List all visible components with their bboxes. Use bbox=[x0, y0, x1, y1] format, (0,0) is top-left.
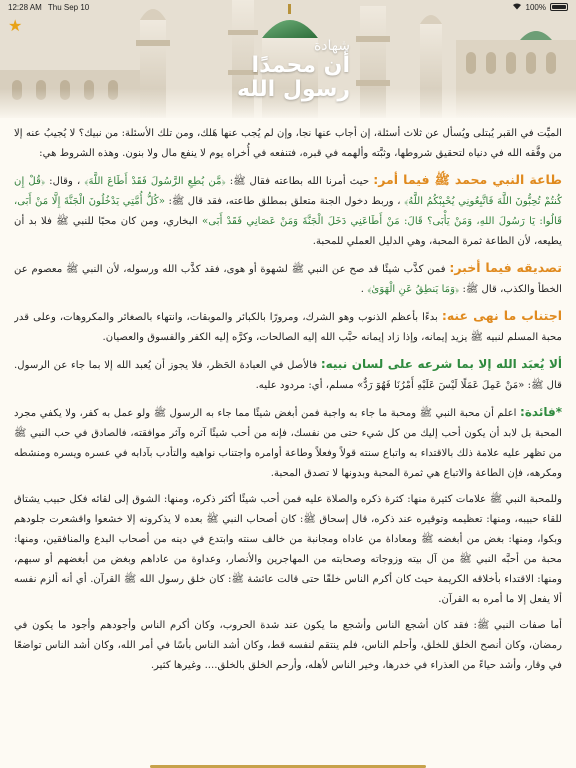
section-text: البخاري، ومن كان محبًا للنبي ﷺ فلا بد أن يطيعه، لأن الطاعة ثمرة المحبة، وهي الدليل العملي للمحبة. bbox=[14, 216, 562, 247]
section-heading: ألا يُعبَد الله إلا بما شرعه على لسان نبيه: bbox=[320, 357, 562, 371]
section-text: ، وقال: bbox=[45, 176, 81, 187]
hadith-quote: «كُلُّ أُمَّتِي يَدْخُلُونَ الْجَنَّةَ إِلَّا مَنْ أَبَى، قَالُوا: يَا رَسُولَ اللهِ، وَمَنْ يَأْبَى؟ قَالَ: مَنْ أَطَاعَنِي دَخَلَ الْجَنَّةَ وَمَنْ عَصَانِي فَقَدْ أَبَى» bbox=[14, 196, 562, 227]
status-left bbox=[8, 3, 93, 12]
article-section-4 bbox=[14, 354, 562, 396]
article-paragraph-6: وللمحبة النبي ﷺ علامات كثيرة منها: كثرة ذكره والصلاة عليه فمن أحب شيئًا أكثر ذكره، ومنها: الشوق إلى لقائه فكل حبيب يشتاق للقاء حبيبه، ومنها: تعظيمه وتوقيره عند ذكره، قال إسحاق ﷺ: كان أصحاب النبي ﷺ بعده لا يذكرونه إلا خشعوا واقشعرت جلودهم وبكوا، ومنها: بغض من أبغضه ﷺ ومعاداة من عاداه ومجانبة من خالف سنته وابتدع في دينه من أصحاب البدع والمنافقين، ومنها: محبة من أحبَّه النبي ﷺ من آل بيته وزوجاته وصحابته من المهاجرين والأنصار، وعداوة من عاداهم وبغض من أبغضهم أو سبهم، ومنها: الاقتداء بأخلاقه الكريمة حيث كان أكرم الناس خلقًا حتى قالت عائشة ﷺ: كان خلق رسول الله ﷺ القرآن. أي أنه ألزم نفسه ألا يفعل إلا ما أمره به القرآن. bbox=[14, 494, 562, 605]
section-text: ، وربط دخول الجنة متعلق بمطلق طاعته، فقد قال ﷺ: bbox=[164, 196, 401, 207]
header-title-line2: أن محمدًا bbox=[251, 53, 350, 78]
status-date: Thu Sep 10 bbox=[47, 2, 90, 12]
article-intro: الميِّت في القبر يُبتلى ويُسأل عن ثلاث أسئلة، إن أجاب عنها نجا، وإن لم يُجب عنها هَلك، ومن تلك الأسئلة: من نبيك؟ لا يُجيبُ عنه إلا من وفَّقه الله في دنياه لتحقيق شروطها، وثبَّته وألهمه في قبره، فتنفعه في أُخراه يوم لا ينفع مال ولا بنون. وهذه الشروط هي: bbox=[14, 128, 562, 159]
section-text: فمن كذَّب شيئًا قد صح عن النبي ﷺ لشهوة أو هوى، فقد كذَّب الله ورسوله، لأن النبي ﷺ معصوم عن الخطأ والكذب، قال ﷺ: bbox=[14, 264, 562, 295]
header-banner bbox=[0, 0, 576, 118]
article-section-3 bbox=[14, 306, 562, 348]
section-heading: تصديقه فيما أخبر: bbox=[449, 260, 562, 275]
article-body bbox=[14, 124, 562, 764]
article-section-5 bbox=[14, 402, 562, 484]
article-paragraph-7: أما صفات النبي ﷺ: فقد كان أشجع الناس وأشجع ما يكون عند شدة الحروب، وكان أكرم الناس وأجودهم وأجود ما يكون في رمضان، وكان أنصح الخلق للخلق، وأحلم الناس، فلم ينتقم لنفسه قط، وكان أشد الناس بأسًا في أمر الله، وكان أشد الناس تواضعًا في وقار، وأشد حياءً من العذراء في خدرها، وخير الناس لأهله، وأرحم الخلق بالخلق.... وغيرها كثير. bbox=[14, 620, 562, 671]
section-text: فالأصل في العبادة الحَظر، فلا يجوز أن يُعبد الله إلا بما جاء عن الرسول. قال ﷺ: «مَنْ عَمِلَ عَمَلًا لَيْسَ عَلَيْهِ أَمْرُنَا فَهُوَ رَدٌّ» مسلم، أي: مردود عليه. bbox=[14, 360, 562, 391]
section-heading: اجتناب ما نهى عنه: bbox=[441, 308, 562, 323]
section-heading: طاعة النبي محمد ﷺ فيما أمر: bbox=[373, 172, 562, 187]
wifi-icon bbox=[512, 2, 522, 12]
status-time: 12:28 AM bbox=[8, 2, 42, 12]
article-section-2 bbox=[14, 258, 562, 300]
star-icon[interactable]: ★ bbox=[8, 16, 23, 35]
section-text: بدءًا بأعظم الذنوب وهو الشرك، ومرورًا بالكبائر والموبقات، وانتهاء بالصغائر والمكروهات، وعلى قدر محبة المسلم لنبيه ﷺ يزيد إيمانه، وإذا زاد إيمانه حبَّب الله إليه الصالحات، وكرَّه إليه الكفر والفسوق والعصيان. bbox=[14, 312, 562, 343]
quran-quote: ﴿مَّن يُطِعِ الرَّسُولَ فَقَدْ أَطَاعَ اللَّهَ﴾ bbox=[84, 176, 226, 187]
quran-quote: ﴿قُلْ إِن كُنتُمْ تُحِبُّونَ اللَّهَ فَاتَّبِعُونِي يُحْبِبْكُمُ اللَّهُ﴾ bbox=[14, 176, 562, 207]
status-right bbox=[512, 2, 568, 12]
section-text: حيث أمرنا الله بطاعته فقال ﷺ: bbox=[225, 176, 370, 187]
section-text: . bbox=[360, 284, 364, 295]
header-title-line1: شهادة bbox=[313, 38, 350, 54]
quran-quote: ﴿وَمَا يَنطِقُ عَنِ الْهَوَىٰ﴾ bbox=[367, 284, 460, 295]
benefit-heading: *فائدة: bbox=[520, 405, 562, 419]
header-title-line3: رسول الله bbox=[237, 77, 350, 102]
battery-percent: 100% bbox=[525, 2, 546, 12]
battery-icon bbox=[550, 3, 568, 11]
header-title bbox=[237, 38, 350, 102]
status-bar bbox=[0, 0, 576, 14]
article-section-1 bbox=[14, 170, 562, 252]
section-text: اعلم أن محبة النبي ﷺ ومحبة ما جاء به واجبة فمن أبغض شيئًا مما جاء به الرسول ﷺ ولو عمل به كفر، ولا يكفي مجرد المحبة بل لابد أن يكون أحب إليك من كل شيء حتى من نفسك، فإنه من أحب شيئًا آثره وآثر موافقته، فالصادق في حب النبي ﷺ من تظهر عليه علامة ذلك بالاقتداء به واتباع سنته قولاً وفعلاً وطاعة أوامره واجتناب نواهيه والتأدب بآدابه في عسره ويسره ومنشطه ومكرهه، فإن الطاعة والاتباع هي ثمرة المحبة وبدونها لا تصدق المحبة. bbox=[14, 408, 562, 479]
